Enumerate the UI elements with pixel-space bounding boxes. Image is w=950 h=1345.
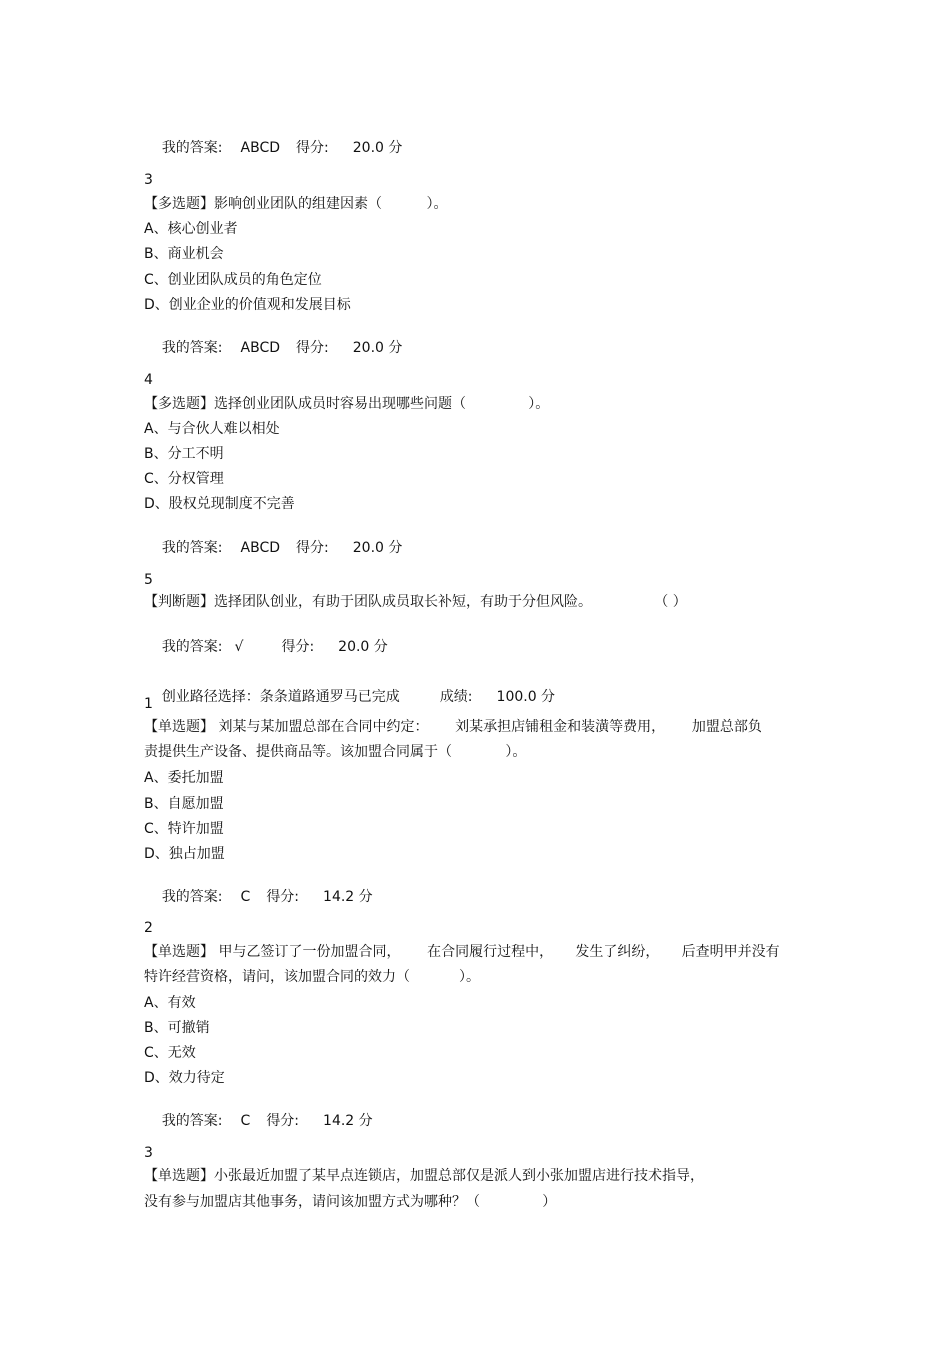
option-c: C、特许加盟	[144, 821, 224, 837]
answer-line	[144, 518, 402, 578]
answer-value: C	[240, 1113, 251, 1129]
answer-label: 我的答案:	[161, 889, 223, 905]
option-a: A、委托加盟	[144, 770, 224, 786]
option-d: D、创业企业的价值观和发展目标	[144, 297, 351, 313]
question-number: 3	[144, 1145, 153, 1161]
option-c: C、分权管理	[144, 471, 224, 487]
option-a: A、与合伙人难以相处	[144, 421, 280, 437]
option-b: B、分工不明	[144, 446, 224, 462]
score-label: 得分:	[281, 639, 315, 655]
option-b: B、自愿加盟	[144, 796, 224, 812]
option-a: A、有效	[144, 995, 196, 1011]
question-text-line2: 责提供生产设备、提供商品等。该加盟合同属于（ ）。	[144, 744, 527, 760]
answer-value: ABCD	[240, 340, 281, 356]
option-d: D、独占加盟	[144, 846, 225, 862]
score-value: 20.0 分	[338, 639, 388, 655]
score-value: 20.0 分	[352, 140, 403, 156]
question-number: 4	[144, 372, 153, 388]
answer-label: 我的答案:	[161, 1113, 223, 1129]
question-number: 2	[144, 920, 153, 936]
question-text-line1: 【单选题】小张最近加盟了某早点连锁店，加盟总部仅是派人到小张加盟店进行技术指导，	[144, 1168, 704, 1184]
answer-value: ABCD	[240, 140, 281, 156]
answer-line	[144, 318, 402, 378]
question-text-line2: 特许经营资格，请问，该加盟合同的效力（ ）。	[144, 969, 480, 985]
answer-line	[144, 867, 373, 927]
score-label: 得分:	[266, 1113, 300, 1129]
question-text: 【多选题】影响创业团队的组建因素（ ）。	[144, 196, 448, 212]
question-number: 3	[144, 172, 153, 188]
score-label: 得分:	[296, 540, 329, 556]
option-b: B、可撤销	[144, 1020, 210, 1036]
option-c: C、无效	[144, 1045, 196, 1061]
option-d: D、股权兑现制度不完善	[144, 496, 295, 512]
grade-label: 成绩:	[439, 689, 473, 705]
score-value: 20.0 分	[352, 540, 403, 556]
option-a: A、核心创业者	[144, 221, 238, 237]
section-title: 创业路径选择：条条道路通罗马已完成	[161, 689, 400, 705]
answer-label: 我的答案:	[161, 639, 223, 655]
question-number: 1	[144, 696, 153, 712]
answer-value: C	[240, 889, 251, 905]
answer-value: ABCD	[240, 540, 281, 556]
answer-label: 我的答案:	[161, 340, 223, 356]
question-number: 5	[144, 572, 153, 588]
answer-label: 我的答案:	[161, 540, 223, 556]
option-c: C、创业团队成员的角色定位	[144, 272, 322, 288]
question-text-line2: 没有参与加盟店其他事务，请问该加盟方式为哪种？（ ）	[144, 1194, 557, 1210]
answer-line	[144, 1091, 373, 1151]
score-value: 14.2 分	[323, 1113, 373, 1129]
question-text-line1: 【单选题】 刘某与某加盟总部在合同中约定： 刘某承担店铺租金和装潢等费用， 加盟总部负	[144, 719, 762, 735]
option-b: B、商业机会	[144, 246, 224, 262]
answer-line	[144, 118, 402, 178]
question-text-line1: 【单选题】 甲与乙签订了一份加盟合同， 在合同履行过程中， 发生了纠纷， 后查明甲并没有	[144, 944, 780, 960]
score-value: 14.2 分	[323, 889, 373, 905]
score-label: 得分:	[296, 340, 329, 356]
option-d: D、效力待定	[144, 1070, 225, 1086]
grade-value: 100.0 分	[496, 689, 556, 705]
score-label: 得分:	[266, 889, 300, 905]
answer-value: √	[234, 639, 244, 655]
score-label: 得分:	[296, 140, 329, 156]
question-text: 【判断题】选择团队创业，有助于团队成员取长补短，有助于分但风险。 （ ）	[144, 594, 687, 610]
score-value: 20.0 分	[352, 340, 403, 356]
question-text: 【多选题】选择创业团队成员时容易出现哪些问题（ ）。	[144, 396, 550, 412]
answer-label: 我的答案:	[161, 140, 223, 156]
